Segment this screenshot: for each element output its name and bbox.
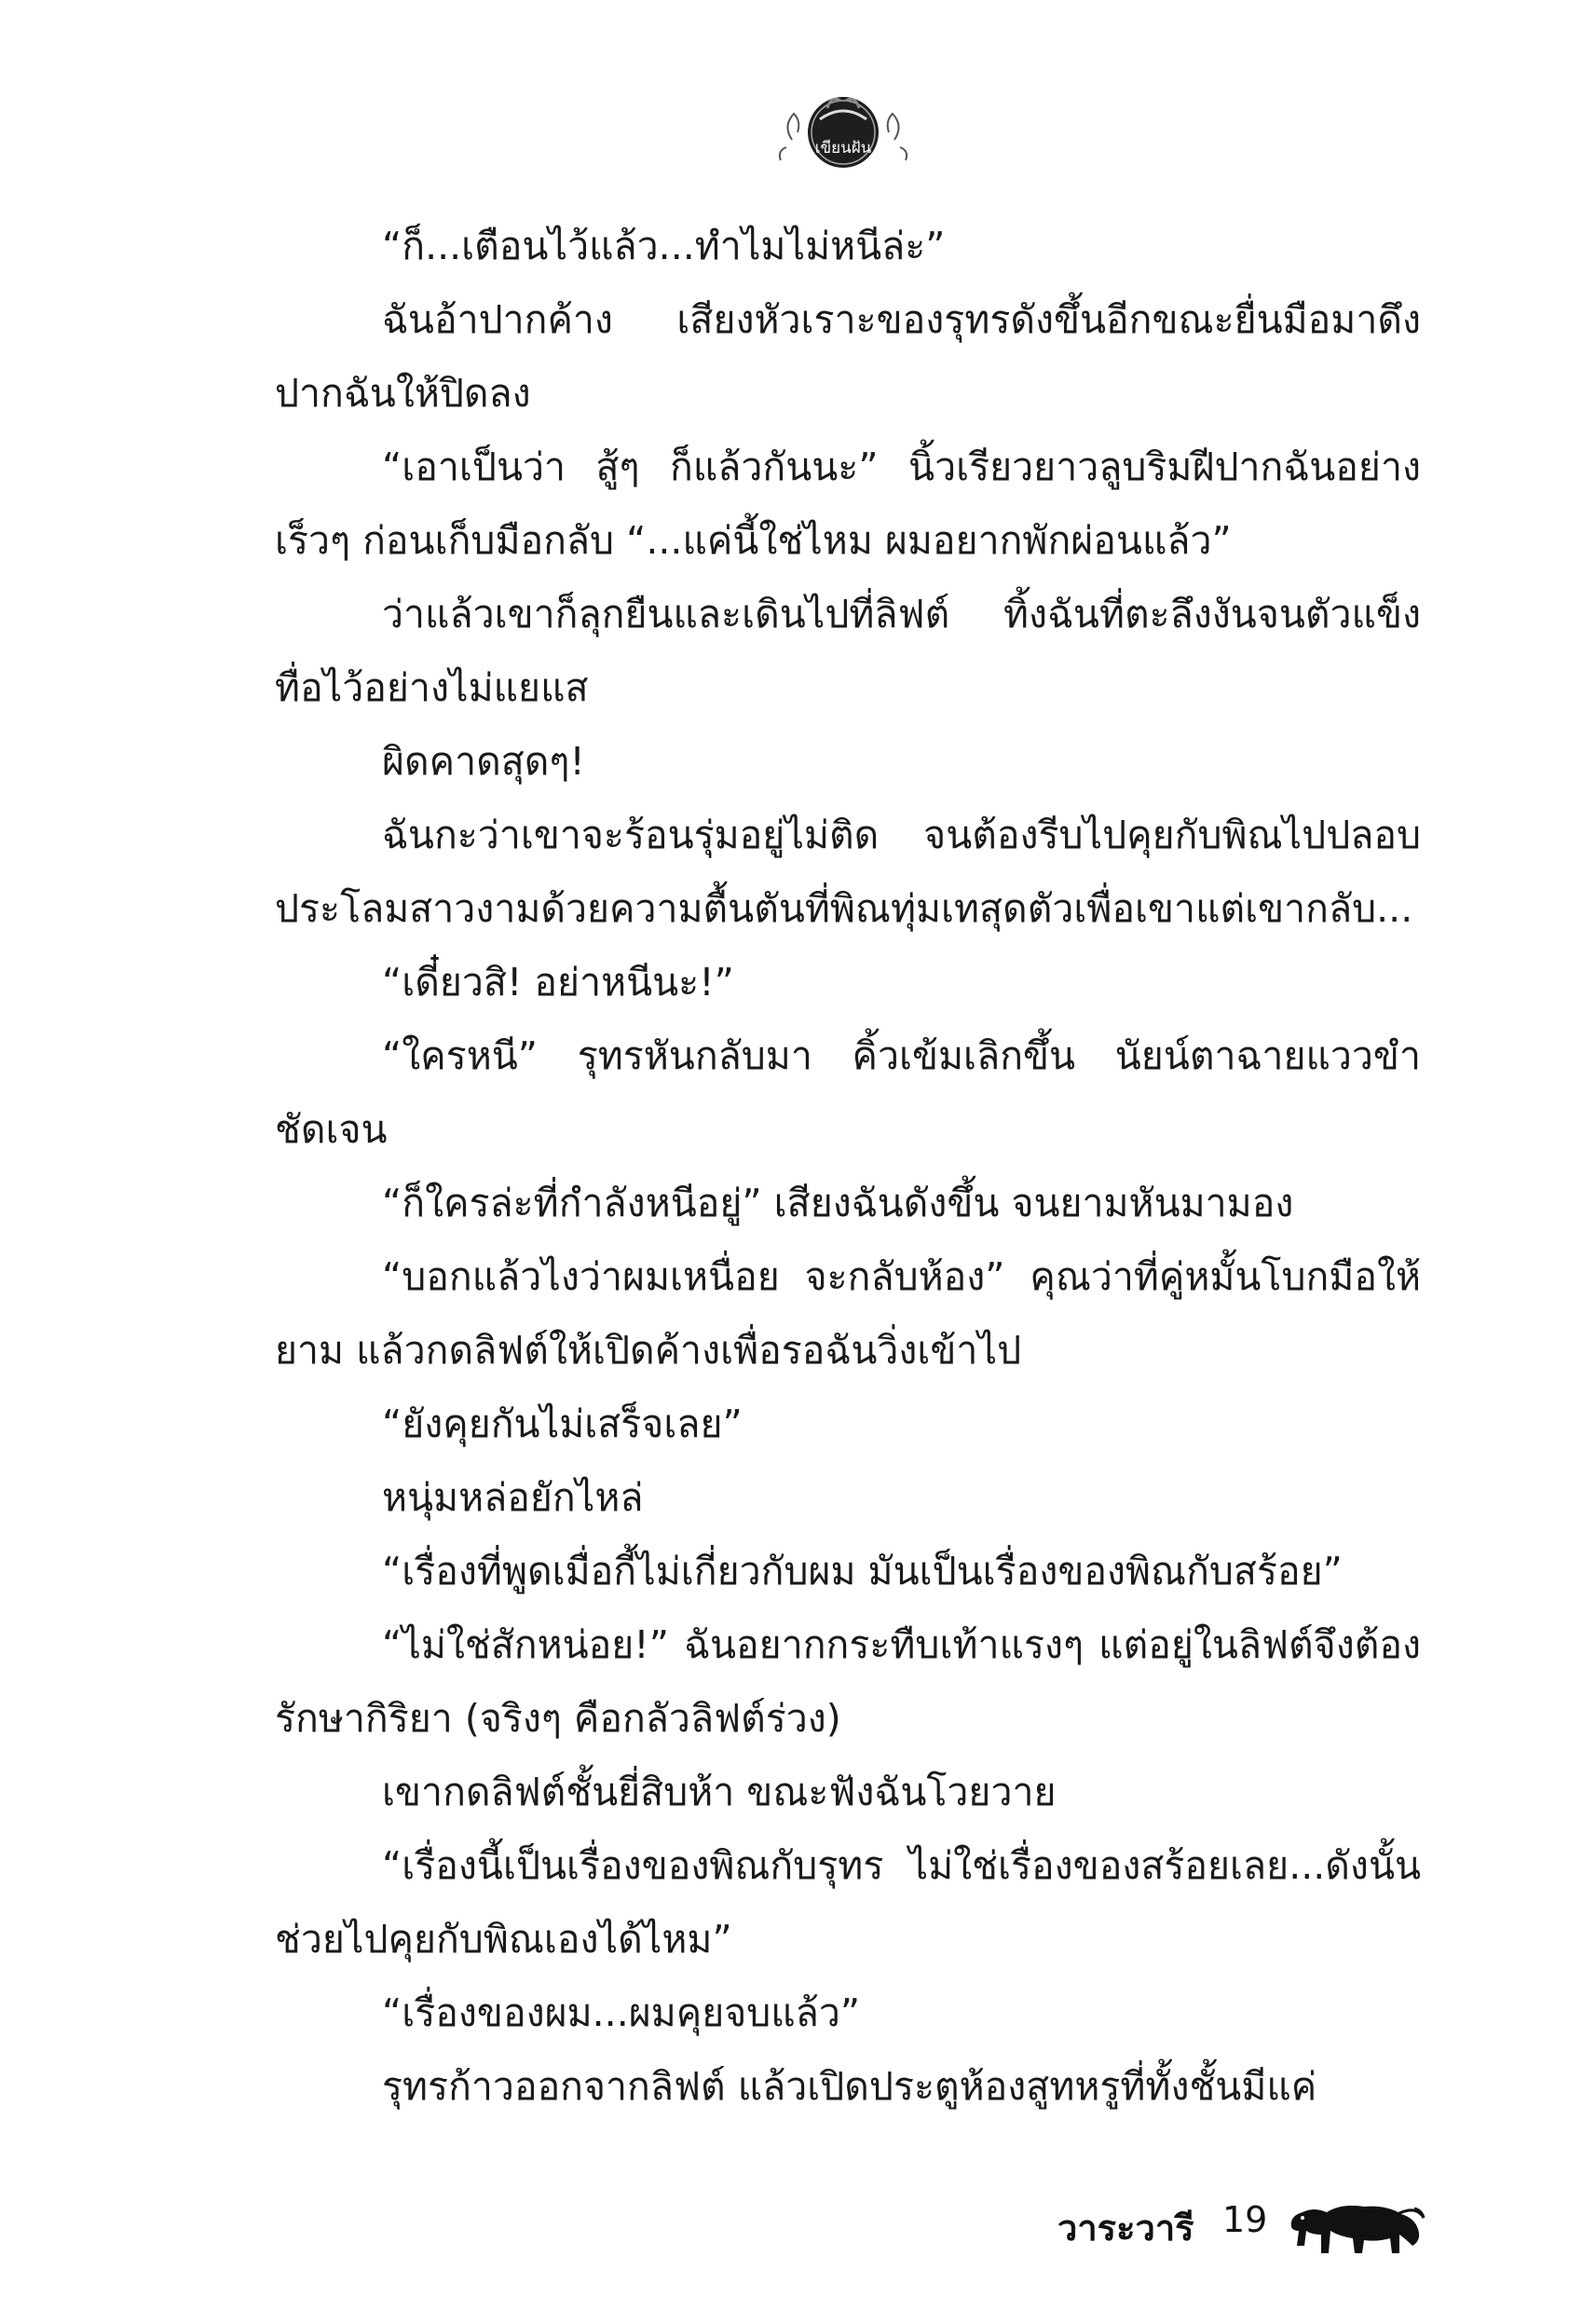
paragraph: “เรื่องนี้เป็นเรื่องของพิณกับรุทร ไม่ใช่เรื่องของสร้อยเลย...ดังนั้นช่วยไปคุยกับพิณเองได้ไหม” [275, 1843, 1421, 1962]
paragraph: “ก็ใครล่ะที่กำลังหนีอยู่” เสียงฉันดังขึ้น จนยามหันมามอง [382, 1181, 1294, 1225]
body-text [275, 210, 1421, 2124]
paragraph: เขากดลิฟต์ชั้นยี่สิบห้า ขณะฟังฉันโวยวาย [382, 1770, 1057, 1814]
paragraph: ผิดคาดสุดๆ! [382, 739, 585, 784]
paragraph: ฉันกะว่าเขาจะร้อนรุ่มอยู่ไม่ติด จนต้องรีบไปคุยกับพิณไปปลอบประโลมสาวงามด้วยความตื้นตันที่พิณทุ่มเทสุดตัวเพื่อเขาแต่เขากลับ... [275, 813, 1421, 931]
paragraph: “เอาเป็นว่า สู้ๆ ก็แล้วกันนะ” นิ้วเรียวยาวลูบริมฝีปากฉันอย่างเร็วๆ ก่อนเก็บมือกลับ “...แค่นี้ใช่ไหม ผมอยากพักผ่อนแล้ว” [275, 444, 1421, 563]
panther-icon [1286, 2190, 1425, 2260]
paragraph: “บอกแล้วไงว่าผมเหนื่อย จะกลับห้อง” คุณว่าที่คู่หมั้นโบกมือให้ยาม แล้วกดลิฟต์ให้เปิดค้างเพื่อรอฉันวิ่งเข้าไป [275, 1254, 1421, 1373]
paragraph: ว่าแล้วเขาก็ลุกยืนและเดินไปที่ลิฟต์ ทิ้งฉันที่ตะลึงงันจนตัวแข็งทื่อไว้อย่างไม่แยแส [275, 592, 1421, 710]
paragraph: “เดี๋ยวสิ! อย่าหนีนะ!” [382, 960, 734, 1005]
paragraph: “เรื่องของผม...ผมคุยจบแล้ว” [382, 1990, 861, 2035]
page-footer [1006, 2190, 1444, 2264]
page-number: 19 [1222, 2199, 1268, 2240]
paragraph: รุทรก้าวออกจากลิฟต์ แล้วเปิดประตูห้องสูทหรูที่ทั้งชั้นมีแค่ [382, 2064, 1317, 2109]
paragraph: “ไม่ใช่สักหน่อย!” ฉันอยากกระทืบเท้าแรงๆ แต่อยู่ในลิฟต์จึงต้องรักษากิริยา (จริงๆ คือกลัวลิฟต์ร่วง) [275, 1622, 1421, 1741]
paragraph: หนุ่มหล่อยักไหล่ [382, 1475, 644, 1520]
paragraph: “ใครหนี” รุทรหันกลับมา คิ้วเข้มเลิกขึ้น นัยน์ตาฉายแววขำชัดเจน [275, 1033, 1421, 1152]
paragraph: “ยังคุยกันไม่เสร็จเลย” [382, 1402, 743, 1446]
paragraph: “ก็...เตือนไว้แล้ว...ทำไมไม่หนีล่ะ” [382, 224, 946, 268]
svg-text:เขียนฝัน: เขียนฝัน [814, 139, 872, 157]
paragraph: “เรื่องที่พูดเมื่อกี้ไม่เกี่ยวกับผม มันเป็นเรื่องของพิณกับสร้อย” [382, 1549, 1343, 1593]
author-name: วาระวารี [1057, 2208, 1194, 2249]
publisher-logo [773, 75, 913, 177]
paragraph: ฉันอ้าปากค้าง เสียงหัวเราะของรุทรดังขึ้นอีกขณะยื่นมือมาดึงปากฉันให้ปิดลง [275, 297, 1421, 416]
